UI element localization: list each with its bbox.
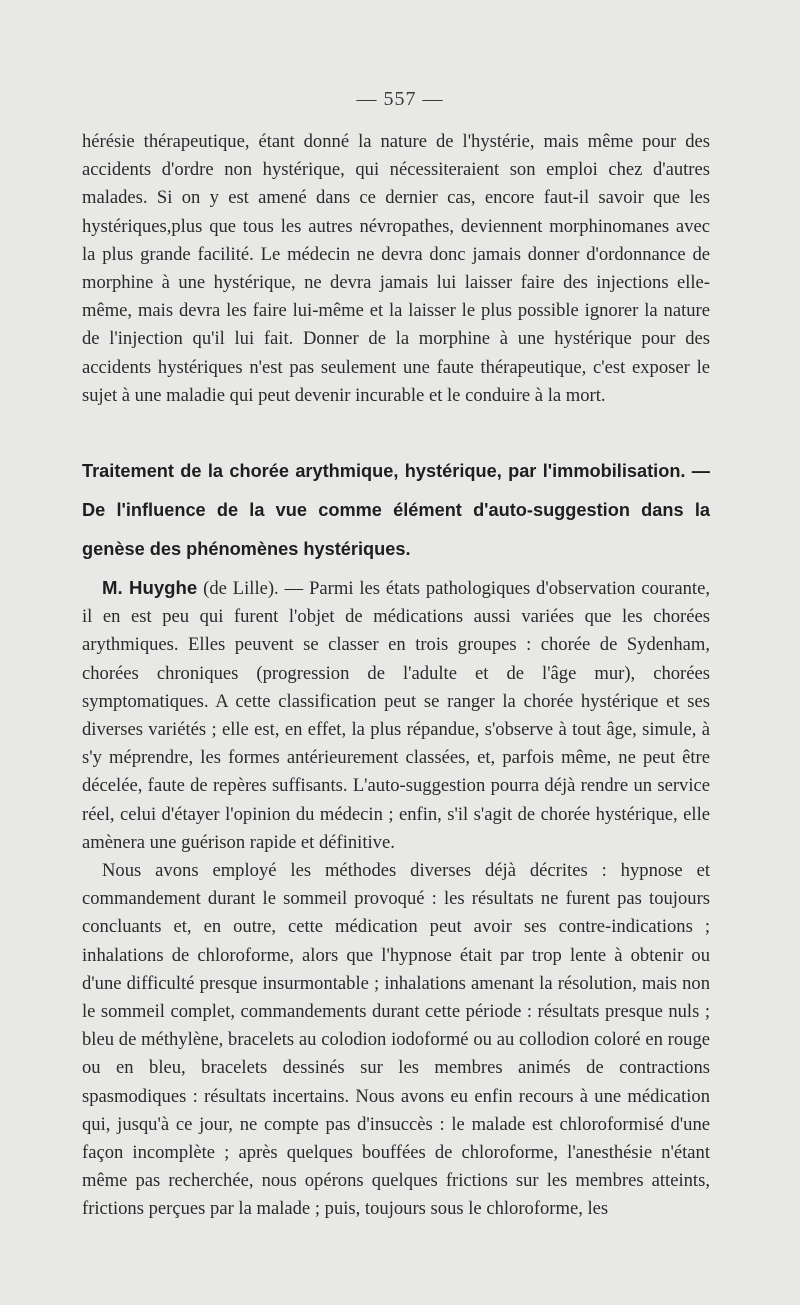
body-paragraph-2: Nous avons employé les méthodes diverses déjà décrites : hypnose et commandement durant le sommeil provoqué : les résultats ne furent pas toujours concluants et, en outre, cette médication peut avoir ses contre-indications ; inhalations de chloroforme, alors que l'hypnose était par trop lente à obtenir ou d'une difficulté presque insurmontable ; inhalations amenant la résolution, mais non le sommeil complet, commandements durant cette période : résultats presque nuls ; bleu de méthylène, bracelets au colodion iodoformé ou au collodion coloré en rouge ou en bleu, bracelets dessinés sur les membres animés de contractions spasmodiques : résultats incertains. Nous avons eu enfin recours à une médication qui, jusqu'à ce jour, ne compte pas d'insuccès : le malade est chloroformisé d'une façon incomplète ; après quelques bouffées de chloroforme, l'anesthésie n'étant même pas recherchée, nous opérons quelques frictions sur les membres atteints, frictions perçues par la malade ; puis, toujours sous le chloroforme, les bbox=[82, 860, 710, 1220]
body-paragraph-1-text: (de Lille). — Parmi les états pathologiques d'observation courante, il en est peu qui furent l'objet de médications aussi variées que les chorées arythmiques. Elles peuvent se classer en trois groupes : chorée de Sydenham, chorées chroniques (progression de l'adulte et de l'âge mur), chorées symptomatiques. A cette classification peut se ranger la chorée hystérique et ses diverses variétés ; elle est, en effet, la plus répandue, s'observe à tout âge, simule, à s'y méprendre, les formes antérieurement classées, et, parfois même, ne peut être décelée, faute de repères suffisants. L'auto-suggestion pourra déjà rendre un service réel, celui d'étayer l'opinion du médecin ; enfin, s'il s'agit de chorée hystérique, elle amènera une guérison rapide et définitive. bbox=[82, 578, 710, 853]
body-paragraph-1 bbox=[82, 574, 710, 857]
section-body bbox=[82, 574, 710, 1224]
page-number: — 557 — bbox=[356, 88, 444, 110]
intro-block bbox=[82, 128, 710, 410]
section-heading: Traitement de la chorée arythmique, hystérique, par l'immobilisation. — De l'influence de la vue comme élément d'auto-suggestion dans la genèse des phénomènes hystériques. bbox=[82, 461, 710, 559]
author-name: M. Huyghe bbox=[102, 577, 198, 598]
intro-paragraph: hérésie thérapeutique, étant donné la nature de l'hystérie, mais même pour des accidents d'ordre non hystérique, qui nécessiteraient son emploi chez d'autres malades. Si on y est amené dans ce dernier cas, encore faut-il savoir que les hystériques,plus que tous les autres névropathes, deviennent morphinomanes avec la plus grande facilité. Le médecin ne devra donc jamais donner d'ordonnance de morphine à une hystérique, ne devra jamais lui laisser faire des injections elle-même, mais devra les faire lui-même et la laisser le plus possible ignorer la nature de l'injection qu'il lui fait. Donner de la morphine à une hystérique pour des accidents hystériques n'est pas seulement une faute thérapeutique, c'est exposer le sujet à une maladie qui peut devenir incurable et le conduire à la mort. bbox=[82, 131, 710, 406]
